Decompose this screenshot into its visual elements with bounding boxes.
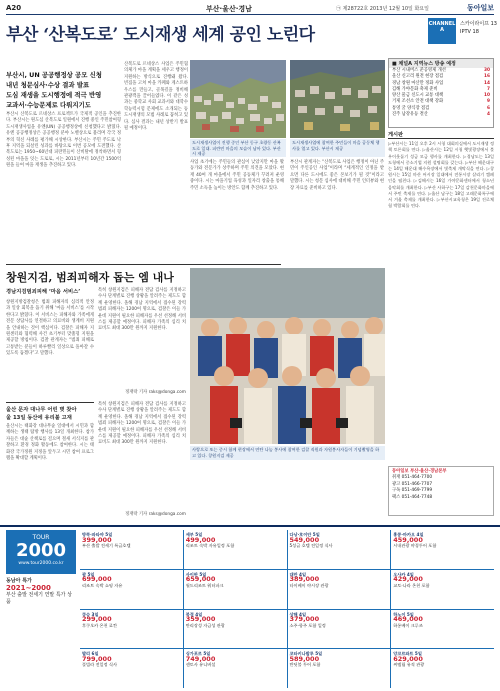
tour-label: TOUR [32,534,50,541]
ad-left-desc: 부산 출발 전세기 연말 특가 상품 [6,592,72,605]
story2-subhead: 경남지검범죄피해 ‘마음 서비스’ [6,289,81,295]
channel-a-schedule-box [388,58,494,128]
ad-product-cell: 세부 5일 499,000 리조트 숙박 자유일정 포함 [184,530,287,569]
ad-product-cell: 방콕·파타야 5일 399,000 부산 출발 전세기 특급호텔 [80,530,183,569]
lead-col2: 산복도로 르네상스 사업은 주민협의체가 마을 계획을 세우고 행정이 지원하는 방식으로 진행돼 왔다. 빈집을 고쳐 마을 카페와 게스트하우스를 만들고, 골목길을 정비해 관광객을 끌어들였다. 이 같은 성과는 중학교 사회 교과서와 대학수학능력시험 문제에도 소개되는 등 도시재생의 모범 사례로 꼽히고 있다. 심사 결과는 내년 상반기 발표될 예정이다. [124,62,188,132]
schedule-row: 김해 가야문화 축제 준비 7 [392,86,490,92]
schedule-title: ■ 채널A 지역뉴스 방송 예정 [389,59,493,68]
photo3-caption: 사랑으로 또는 중시 함께 현장에서 연탄 나눔 봉사에 참여한 검찰 직원과 자원봉사자들이 기념촬영을 하고 있다. 창원지검 제공 [190,446,385,460]
ad-left-price: 2021~2000 [6,584,51,592]
ad-product-cell: 싱가포르 5일 749,000 센토사 유니버설 [184,649,287,688]
tour-url: www.tour2000.co.kr [18,561,64,566]
ad-product-cell: 하노이 5일 469,000 하롱베이 크루즈 [391,610,494,649]
subhead-2: 내년 청문심사·수상 결과 발표 [6,81,90,89]
ad-product-cell: 코타키나발루 5일 589,000 반딧불 투어 포함 [288,649,391,688]
story2-body: 창원지방검찰청은 범죄 피해자의 심리적 안정과 일상 회복을 돕기 위해 ‘마음 서비스’를 시작한다고 밝혔다. 이 서비스는 피해자와 가족에게 전문 상담사를 연결하고 의료비와 생계비 지원을 안내하는 것이 핵심이다. 검찰은 피해자 지원센터와 협력해 사건 초기부터 맞춤형 지원을 제공할 방침이다. 검찰 관계자는 “범죄 피해로 고통받는 분들이 하루빨리 일상으로 돌아갈 수 있도록 돕겠다”고 말했다. [6,300,94,357]
story3-headline [6,402,94,422]
ad-product-cell: 괌 5일 699,000 리조트 숙박 쇼핑 자유 [80,570,183,609]
ad-product-cell: 앙코르와트 5일 629,000 씨엠립 유적 관광 [391,649,494,688]
bulletin-title: 게시판 [388,132,494,139]
story3-col2: 특히 창원지검은 피해자 전담 검사를 지정하고 수사 단계별로 진행 상황을 알려주는 제도도 함께 운영한다. 올해 경남 지역에서 접수된 강력범죄 피해자는 1200여 명으로, 검찰은 이들 가운데 지원이 필요한 피해자를 우선 선정해 서비스를 제공할 예정이다. 피해자 가족의 심리 치료비도 최대 300만 원까지 지원한다. [98,402,186,446]
photo2-caption: 도시재생사업에 참여한 주민들이 마을 공동체 행사를 열고 있다. 부산시 제공 [290,139,385,157]
office-line: 팩스 051-464-7748 [392,494,433,500]
channel-a-logo: CHANNEL A [428,18,456,44]
lead-subheads [6,70,121,110]
newspaper-logo: 동아일보 [466,4,494,12]
story2-byline: 정재락 기자 raks@donga.com [125,390,186,395]
tour-brand-number: 2000 [15,540,67,561]
story2-headline: 창원지검, 범죄피해자 돕는 엠 내나 [6,264,281,285]
subhead-4: 교과서·수능문제로 다뤄지기도 [6,101,91,109]
story3-title: 울산 문자 대나무 어린 볏 찾아 [6,407,77,413]
photo1-caption: 도시재생사업이 진행 중인 부산 동구 초량동 산복도로 일대. 피란민 마을의 모습이 남아 있다. 부산시 제공 [190,139,286,157]
office-line: 광고 051-466-7707 [392,481,433,487]
ad-product-cell: 북경 4일 359,000 만리장성 자금성 관광 [184,610,287,649]
schedule-row: 거제 조선소 안전 대책 강화 9 [392,99,490,105]
ad-product-cell: 다낭·호이안 5일 549,000 5성급 호텔 전일정 식사 [288,530,391,569]
ad-product-cell: 오사카 4일 429,000 교토·나라 온천 포함 [391,570,494,609]
subhead-3: 도심 재생을 도시행정에 적극 반영 [6,91,102,99]
office-line: 취재 051-464-7700 [392,475,433,481]
page-number: A20 [6,4,22,12]
ad-product-cell: 발리 6일 799,000 풀빌라 전일정 식사 [80,649,183,688]
schedule-row: 양산 물금 신도시 교통 대책 10 [392,93,490,99]
issue-date: ㉠ 제28722호 2013년 12월 10일 화요일 [336,6,429,12]
schedule-row: 부산 시내버스 준공영제 개선 30 [392,68,490,73]
bulletin-board [388,132,494,458]
freq-iptv: IPTV 18 [460,29,479,35]
ad-left-promo [6,578,76,606]
page-header [6,3,494,15]
tour2000-logo-box [6,530,76,574]
story3-byline: 정재락 기자 raks@donga.com [125,512,186,517]
photo-sanbokdoro-village [190,60,286,138]
ad-product-grid [80,530,494,688]
lead-col3: 사업 초기에는 주민들의 관심이 낮았지만 마을 활동가와 전문가가 상주하며 주민 의견을 모았다. 현재 40여 개 마을에서 주민 공동체가 꾸려져 운영 중이다. 시는 마을기업 육성과 일자리 창출을 통해 주민 소득을 높이는 방안도 함께 추진하고 있다. [190,160,284,191]
photo-residents-event [290,60,385,138]
regional-office-box [388,466,494,516]
lead-body: 부산시 산복도로 르네상스 프로젝트가 국제적 공인을 추진한다. 부산시는 원도심 산복도로 일원에서 진행 중인 주민참여형 도시재생사업을 유엔(UN) 공공행정상에 신청했다고 밝혔다. 유엔 공공행정상은 공공행정 분야 노벨상으로 불리며 각국 정부의 혁신 사례를 평가해 시상한다. 부산시는 주민 주도로 낙후 지역을 되살린 성과를 바탕으로 이번 공모에 도전했다. 산복도로는 1950~60년대 피란민들이 산비탈에 정착하면서 형성된 마을을 잇는 도로로, 시는 2011년부터 10년간 1500억 원을 들여 마을 재생을 추진하고 있다. [6,112,121,169]
office-line: 구독 051-469-7799 [392,488,433,494]
ad-left-title: 동남아 특가 [6,578,32,584]
schedule-row: 통영 굴 양식장 점검 6 [392,105,490,111]
section-title: 부산·울산·경남 [206,5,252,13]
schedule-row: 울산 신고리 원전 현장 점검 16 [392,74,490,80]
story3-body: 울산시는 태화강 대나무숲 일대에서 시민과 함께하는 생태 탐방 행사를 13일 개최한다. 참가자들은 대숲 산책로를 걸으며 철새 서식지를 관찰하고 환경 정화 활동에도 참여한다. 시는 태화강 국가정원 지정을 앞두고 시민 참여 프로그램을 확대할 계획이다. [6,424,94,462]
photo-volunteers-group [190,268,385,444]
office-title: 동아일보 부산·울산·경남본부 [392,469,447,474]
freq-skylife: 스카이라이프 13 [460,21,497,27]
ad-product-cell: 상해 4일 379,000 소주·항주 포함 일정 [288,610,391,649]
ad-product-cell: 대만 4일 389,000 타이베이 야시장 관광 [288,570,391,609]
story3-subtitle: 울 13일 동산에 유리불 고재 [6,415,72,421]
subhead-1: 부산시, UN 공공행정상 공모 신청 [6,71,102,79]
main-headline: 부산 ‘산복도로’ 도시재생 세계 공인 노린다 [6,25,315,45]
ad-product-cell: 홍콩·마카오 4일 459,000 시내관광 야경투어 포함 [391,530,494,569]
ad-product-cell: 큐슈 3일 299,000 후쿠오카 온천 료칸 [80,610,183,649]
schedule-row: 경남 창원 마산만 정화 사업 14 [392,80,490,86]
story2-col2: 특히 창원지검은 피해자 전담 검사를 지정하고 수사 단계별로 진행 상황을 알려주는 제도도 함께 운영한다. 올해 경남 지역에서 접수된 강력범죄 피해자는 1200여 명으로, 검찰은 이들 가운데 지원이 필요한 피해자를 우선 선정해 서비스를 제공할 예정이다. 피해자 가족의 심리 치료비도 최대 300만 원까지 지원한다. [98,288,186,332]
schedule-row: 진주 남강유등 결산 4 [392,112,490,118]
channel-frequencies [460,20,497,36]
bulletin-body: ▷부산시는 11일 오후 2시 시청 대회의실에서 도시재생 정책 토론회를 연다. ▷울산시는 12일 시청 햇빛광장에서 불우이웃돕기 성금 모금 행사를 개최한다. ▷경남도는 13일 도청에서 중소기업 지원 설명회를 갖는다. ▷부산 해운대구는 14일 해운대 해수욕장에서 빛축제 개막식을 연다. ▷창원시는 15일 마산 어시장 일대에서 전통시장 살리기 캠페인을 펼친다. ▷김해시는 16일 가야문화센터에서 청소년 음악회를 개최한다. ▷부산 사하구는 17일 감천문화마을에서 주민 축제를 연다. ▷울산 남구는 18일 고래문화특구에서 겨울 축제를 개최한다. ▷부산시교육청은 19일 진로체험 박람회를 연다. [388,141,494,209]
lead-col4: 부산시 관계자는 “산복도로 사업은 행정이 아닌 주민이 주인공인 사업”이라며 “세계적인 인정을 받으면 다른 도시에도 좋은 본보기가 될 것”이라고 말했다. 시는 청문 심사에 대비해 주민 인터뷰와 현장 자료를 준비하고 있다. [290,160,384,191]
ad-product-cell: 사이판 5일 659,000 월드리조트 워터파크 [184,570,287,609]
